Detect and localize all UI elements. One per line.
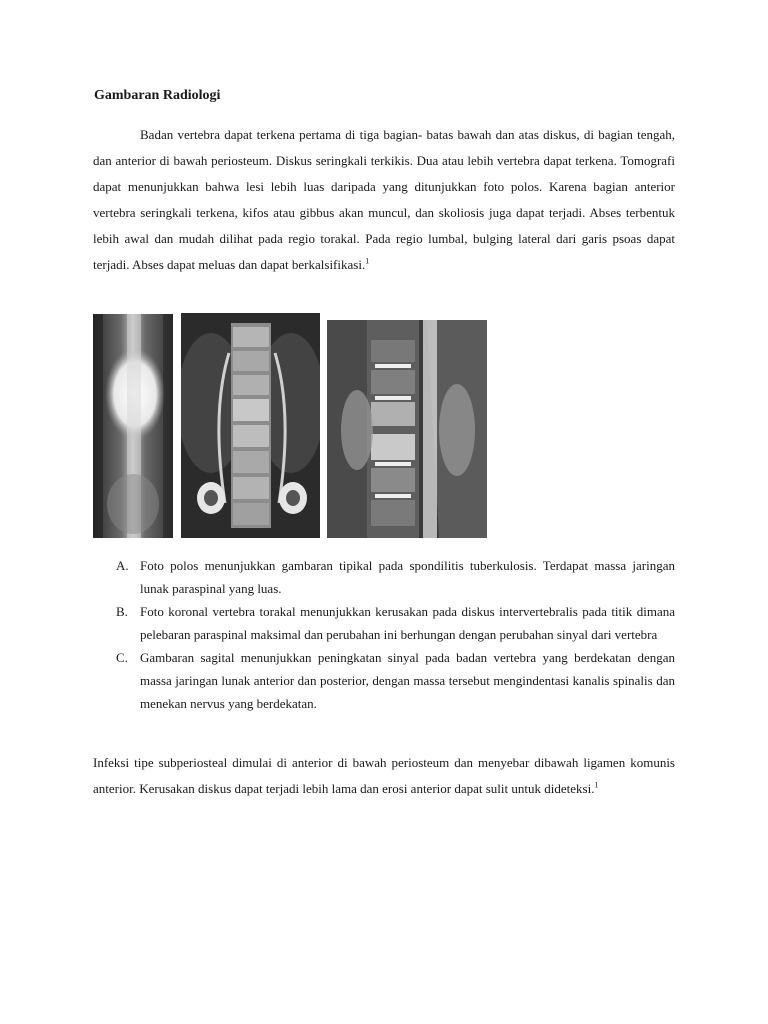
xray-image-b — [181, 313, 320, 538]
radiology-figure — [0, 312, 768, 542]
closing-paragraph-text: Infeksi tipe subperiosteal dimulai di anterior di bawah periosteum dan menyebar dibawah ligamen komunis anterior. Kerusakan diskus dapat terjadi lebih lama dan erosi anterior dapat sulit untuk dideteksi. — [93, 755, 675, 796]
xray-image-c — [327, 320, 487, 538]
xray-image-a — [93, 314, 173, 538]
caption-text-c: Gambaran sagital menunjukkan peningkatan sinyal pada badan vertebra yang berdekatan dengan massa jaringan lunak anterior dan posterior, dengan massa tersebut mengindentasi kanalis spinalis dan menekan nervus yang berdekatan. — [140, 650, 675, 711]
caption-item-c — [116, 646, 675, 715]
caption-marker-b: B. — [116, 604, 128, 619]
intro-paragraph — [93, 122, 675, 278]
reference-superscript: 1 — [365, 256, 370, 266]
caption-marker-a: A. — [116, 558, 129, 573]
reference-superscript-2: 1 — [594, 780, 599, 790]
figure-caption-list — [116, 554, 675, 715]
caption-text-a: Foto polos menunjukkan gambaran tipikal pada spondilitis tuberkulosis. Terdapat massa jaringan lunak paraspinal yang luas. — [140, 558, 675, 596]
caption-text-b: Foto koronal vertebra torakal menunjukkan kerusakan pada diskus intervertebralis pada titik dimana pelebaran paraspinal maksimal dan perubahan ini berhungan dengan perubahan sinyal dari vertebra — [140, 604, 675, 642]
caption-item-b — [116, 600, 675, 646]
caption-item-a — [116, 554, 675, 600]
closing-paragraph — [93, 750, 675, 802]
section-heading: Gambaran Radiologi — [94, 88, 221, 103]
intro-paragraph-text: Badan vertebra dapat terkena pertama di tiga bagian- batas bawah dan atas diskus, di bagian tengah, dan anterior di bawah periosteum. Diskus seringkali terkikis. Dua atau lebih vertebra dapat terkena. Tomografi dapat menunjukkan bahwa lesi lebih luas daripada yang ditunjukkan foto polos. Karena bagian anterior vertebra seringkali terkena, kifos atau gibbus akan muncul, dan skoliosis juga dapat terjadi. Abses terbentuk lebih awal dan mudah dilihat pada regio torakal. Pada regio lumbal, bulging lateral dari garis psoas dapat terjadi. Abses dapat meluas dan dapat berkalsifikasi. — [93, 127, 675, 272]
caption-marker-c: C. — [116, 650, 128, 665]
